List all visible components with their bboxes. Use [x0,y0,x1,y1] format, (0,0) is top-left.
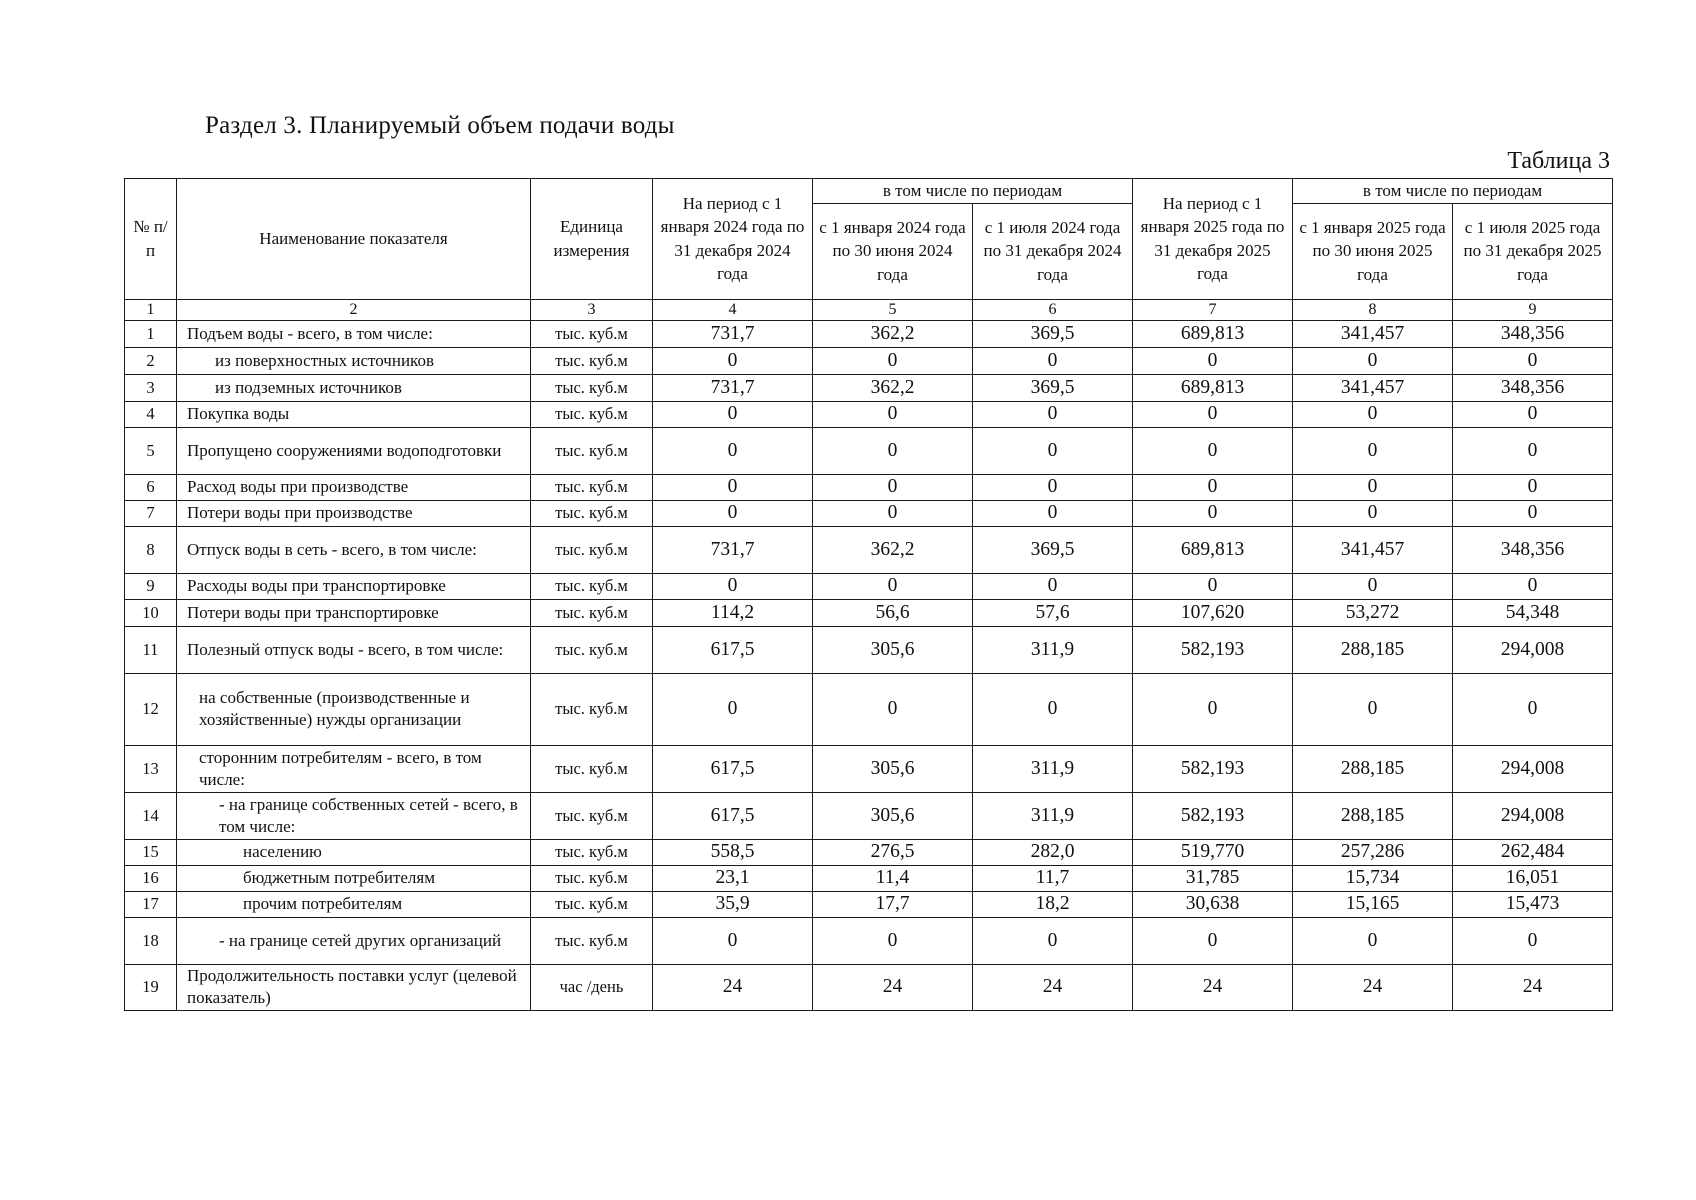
row-value: 294,008 [1453,745,1613,792]
row-value: 731,7 [653,526,813,573]
row-value: 519,770 [1133,839,1293,865]
row-indicator-name: из поверхностных источников [177,347,531,374]
header-period-2024: На период с 1 января 2024 года по 31 декабря 2024 года [653,179,813,300]
row-value: 11,4 [813,865,973,891]
row-indicator-name: - на границе сетей других организаций [177,917,531,964]
row-unit: тыс. куб.м [531,626,653,673]
row-value: 288,185 [1293,745,1453,792]
row-number: 6 [125,474,177,500]
row-indicator-name: Отпуск воды в сеть - всего, в том числе: [177,526,531,573]
row-value: 0 [1453,427,1613,474]
row-number: 12 [125,673,177,745]
row-value: 0 [1453,474,1613,500]
row-unit: тыс. куб.м [531,526,653,573]
table-row [125,865,1613,891]
row-indicator-name: - на границе собственных сетей - всего, в том числе: [177,792,531,839]
row-value: 0 [813,474,973,500]
row-unit: тыс. куб.м [531,599,653,626]
row-value: 0 [1133,347,1293,374]
row-value: 617,5 [653,745,813,792]
row-value: 30,638 [1133,891,1293,917]
row-value: 0 [813,917,973,964]
header-h1-2024: с 1 января 2024 года по 30 июня 2024 года [813,203,973,299]
row-value: 311,9 [973,745,1133,792]
table-row [125,526,1613,573]
table-row [125,964,1613,1010]
row-number: 15 [125,839,177,865]
row-value: 294,008 [1453,792,1613,839]
table-row [125,792,1613,839]
row-value: 262,484 [1453,839,1613,865]
row-value: 0 [1293,917,1453,964]
table-row [125,500,1613,526]
row-value: 369,5 [973,526,1133,573]
row-value: 15,473 [1453,891,1613,917]
row-value: 0 [973,401,1133,427]
row-value: 0 [653,573,813,599]
row-value: 0 [1453,917,1613,964]
row-value: 362,2 [813,526,973,573]
row-unit: тыс. куб.м [531,745,653,792]
row-value: 31,785 [1133,865,1293,891]
row-value: 0 [653,401,813,427]
row-indicator-name: Покупка воды [177,401,531,427]
table-row [125,573,1613,599]
row-value: 0 [1293,401,1453,427]
row-value: 731,7 [653,320,813,347]
row-value: 257,286 [1293,839,1453,865]
row-number: 8 [125,526,177,573]
table-row [125,427,1613,474]
row-number: 13 [125,745,177,792]
row-value: 276,5 [813,839,973,865]
row-value: 16,051 [1453,865,1613,891]
row-indicator-name: из подземных источников [177,374,531,401]
row-value: 0 [813,573,973,599]
row-value: 114,2 [653,599,813,626]
row-value: 0 [813,673,973,745]
row-unit: тыс. куб.м [531,401,653,427]
row-unit: тыс. куб.м [531,673,653,745]
row-indicator-name: сторонним потребителям - всего, в том числе: [177,745,531,792]
row-value: 0 [1453,347,1613,374]
row-value: 0 [1453,673,1613,745]
row-number: 2 [125,347,177,374]
column-number: 9 [1453,299,1613,320]
row-value: 15,734 [1293,865,1453,891]
row-value: 0 [1453,500,1613,526]
column-number: 8 [1293,299,1453,320]
table-label: Таблица 3 [1507,148,1610,174]
row-indicator-name: бюджетным потребителям [177,865,531,891]
row-indicator-name: Полезный отпуск воды - всего, в том числе: [177,626,531,673]
row-number: 3 [125,374,177,401]
column-number: 5 [813,299,973,320]
row-indicator-name: Продолжительность поставки услуг (целевой показатель) [177,964,531,1010]
row-indicator-name: Пропущено сооружениями водоподготовки [177,427,531,474]
row-value: 341,457 [1293,320,1453,347]
row-value: 24 [1293,964,1453,1010]
row-value: 582,193 [1133,792,1293,839]
row-value: 582,193 [1133,745,1293,792]
table-row [125,839,1613,865]
column-number: 2 [177,299,531,320]
row-value: 11,7 [973,865,1133,891]
row-value: 0 [973,427,1133,474]
table-row [125,745,1613,792]
row-value: 0 [813,347,973,374]
row-value: 24 [813,964,973,1010]
row-number: 18 [125,917,177,964]
row-value: 0 [973,573,1133,599]
row-value: 0 [973,917,1133,964]
table-row [125,374,1613,401]
row-value: 294,008 [1453,626,1613,673]
row-value: 369,5 [973,320,1133,347]
row-unit: тыс. куб.м [531,474,653,500]
row-value: 0 [1133,401,1293,427]
row-value: 0 [1133,573,1293,599]
row-unit: тыс. куб.м [531,865,653,891]
column-number: 4 [653,299,813,320]
table-row [125,891,1613,917]
row-value: 0 [1133,474,1293,500]
row-value: 341,457 [1293,374,1453,401]
row-indicator-name: Потери воды при транспортировке [177,599,531,626]
row-value: 311,9 [973,792,1133,839]
row-value: 54,348 [1453,599,1613,626]
row-value: 0 [1293,474,1453,500]
row-indicator-name: Потери воды при производстве [177,500,531,526]
row-value: 305,6 [813,792,973,839]
row-value: 0 [653,917,813,964]
row-value: 0 [1293,673,1453,745]
row-value: 0 [1133,500,1293,526]
table-row [125,673,1613,745]
header-no: № п/п [125,179,177,300]
row-value: 0 [653,500,813,526]
row-value: 282,0 [973,839,1133,865]
row-unit: тыс. куб.м [531,891,653,917]
header-h2-2025: с 1 июля 2025 года по 31 декабря 2025 года [1453,203,1613,299]
header-h2-2024: с 1 июля 2024 года по 31 декабря 2024 года [973,203,1133,299]
row-value: 288,185 [1293,792,1453,839]
row-value: 0 [1133,673,1293,745]
row-value: 731,7 [653,374,813,401]
table-row [125,599,1613,626]
row-value: 18,2 [973,891,1133,917]
row-value: 0 [1133,427,1293,474]
row-value: 558,5 [653,839,813,865]
table-row [125,320,1613,347]
row-number: 7 [125,500,177,526]
row-unit: тыс. куб.м [531,573,653,599]
row-value: 689,813 [1133,526,1293,573]
row-value: 23,1 [653,865,813,891]
header-h1-2025: с 1 января 2025 года по 30 июня 2025 года [1293,203,1453,299]
row-value: 0 [813,500,973,526]
row-value: 0 [653,474,813,500]
row-value: 57,6 [973,599,1133,626]
row-value: 24 [653,964,813,1010]
row-number: 14 [125,792,177,839]
row-indicator-name: Расход воды при производстве [177,474,531,500]
section-title: Раздел 3. Планируемый объем подачи воды [205,112,675,139]
row-indicator-name: населению [177,839,531,865]
row-value: 305,6 [813,626,973,673]
header-including-2024: в том числе по периодам [813,179,1133,204]
row-value: 689,813 [1133,374,1293,401]
row-value: 35,9 [653,891,813,917]
row-value: 617,5 [653,792,813,839]
row-value: 341,457 [1293,526,1453,573]
row-value: 0 [973,474,1133,500]
row-number: 5 [125,427,177,474]
header-name: Наименование показателя [177,179,531,300]
row-value: 311,9 [973,626,1133,673]
table-row [125,474,1613,500]
row-number: 16 [125,865,177,891]
row-value: 0 [653,427,813,474]
row-value: 0 [1293,347,1453,374]
table-row [125,401,1613,427]
row-value: 0 [973,500,1133,526]
row-value: 24 [1453,964,1613,1010]
row-value: 0 [973,673,1133,745]
row-unit: тыс. куб.м [531,500,653,526]
row-value: 617,5 [653,626,813,673]
row-unit: час /день [531,964,653,1010]
row-value: 0 [1293,427,1453,474]
row-value: 348,356 [1453,320,1613,347]
row-indicator-name: Расходы воды при транспортировке [177,573,531,599]
row-value: 689,813 [1133,320,1293,347]
row-unit: тыс. куб.м [531,427,653,474]
row-value: 362,2 [813,374,973,401]
row-value: 107,620 [1133,599,1293,626]
row-value: 56,6 [813,599,973,626]
table-row [125,626,1613,673]
row-value: 17,7 [813,891,973,917]
row-value: 348,356 [1453,374,1613,401]
water-supply-table [124,178,1613,1011]
row-unit: тыс. куб.м [531,347,653,374]
row-value: 348,356 [1453,526,1613,573]
row-indicator-name: Подъем воды - всего, в том числе: [177,320,531,347]
row-number: 17 [125,891,177,917]
row-unit: тыс. куб.м [531,917,653,964]
row-value: 582,193 [1133,626,1293,673]
row-unit: тыс. куб.м [531,320,653,347]
row-value: 0 [1133,917,1293,964]
row-value: 0 [1293,500,1453,526]
column-number: 1 [125,299,177,320]
row-value: 305,6 [813,745,973,792]
row-value: 0 [653,673,813,745]
header-unit: Единица измерения [531,179,653,300]
row-unit: тыс. куб.м [531,839,653,865]
row-value: 53,272 [1293,599,1453,626]
row-number: 11 [125,626,177,673]
row-number: 9 [125,573,177,599]
row-value: 0 [1293,573,1453,599]
row-number: 4 [125,401,177,427]
table-row [125,347,1613,374]
row-value: 0 [973,347,1133,374]
row-number: 1 [125,320,177,347]
row-value: 288,185 [1293,626,1453,673]
column-number-row [125,299,1613,320]
row-number: 10 [125,599,177,626]
row-value: 0 [1453,573,1613,599]
row-value: 0 [1453,401,1613,427]
row-value: 362,2 [813,320,973,347]
column-number: 7 [1133,299,1293,320]
column-number: 6 [973,299,1133,320]
header-period-2025: На период с 1 января 2025 года по 31 декабря 2025 года [1133,179,1293,300]
row-indicator-name: на собственные (производственные и хозяйственные) нужды организации [177,673,531,745]
row-number: 19 [125,964,177,1010]
row-unit: тыс. куб.м [531,374,653,401]
row-value: 0 [813,401,973,427]
row-value: 369,5 [973,374,1133,401]
row-unit: тыс. куб.м [531,792,653,839]
row-value: 24 [1133,964,1293,1010]
column-number: 3 [531,299,653,320]
row-value: 0 [653,347,813,374]
table-row [125,917,1613,964]
row-value: 0 [813,427,973,474]
header-including-2025: в том числе по периодам [1293,179,1613,204]
row-value: 24 [973,964,1133,1010]
row-value: 15,165 [1293,891,1453,917]
row-indicator-name: прочим потребителям [177,891,531,917]
